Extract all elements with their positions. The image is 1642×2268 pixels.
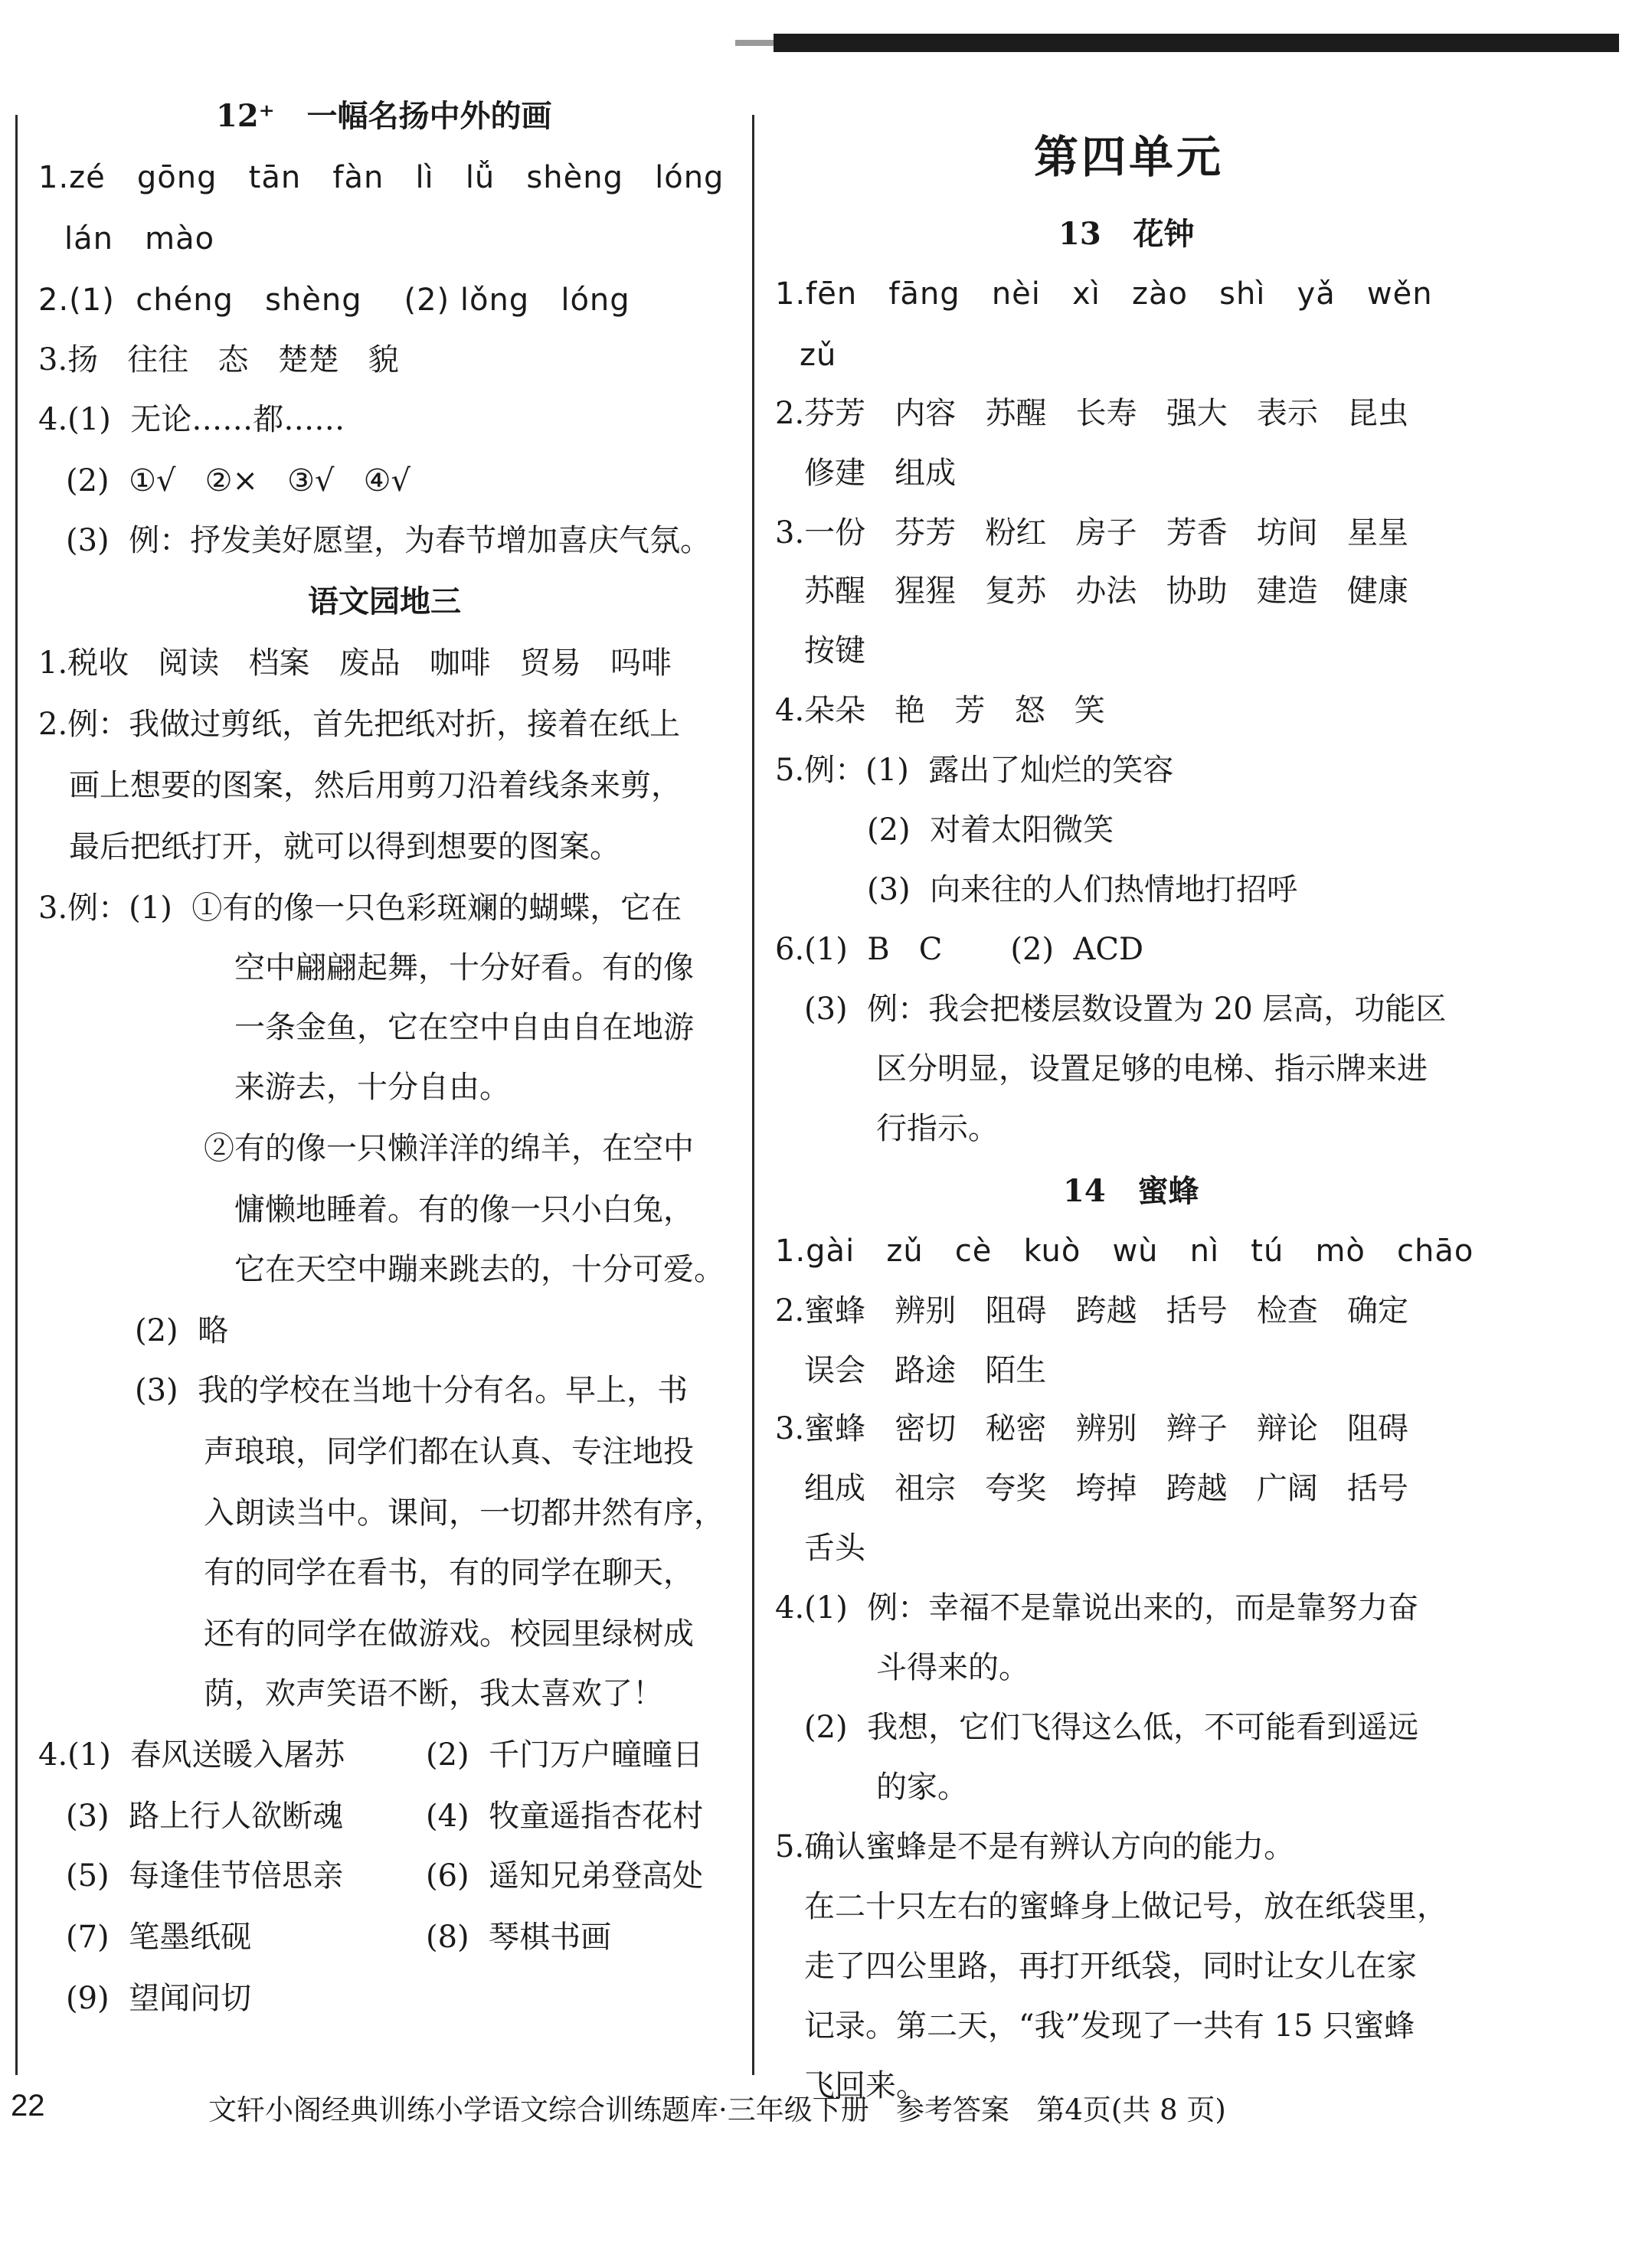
right-line: 修建 组成	[804, 456, 957, 491]
right-line: 飞回来。	[804, 2068, 927, 2103]
left-line: 2.例：我做过剪纸，首先把纸对折，接着在纸上	[38, 707, 681, 742]
right-line: 舌头	[804, 1531, 865, 1566]
left-line: 空中翩翩起舞，十分好看。有的像	[234, 950, 694, 985]
right-line: 13 花钟	[1058, 216, 1195, 252]
right-line: (3) 向来往的人们热情地打招呼	[867, 872, 1298, 907]
right-line: (2) 我想，它们飞得这么低，不可能看到遥远	[804, 1710, 1419, 1745]
left-line: (9) 望闻问切	[66, 1981, 252, 2016]
right-line: zǔ	[800, 338, 837, 373]
right-line: 在二十只左右的蜜蜂身上做记号，放在纸袋里，	[804, 1889, 1447, 1924]
left-line: 声琅琅，同学们都在认真、专注地投	[204, 1434, 694, 1469]
right-line: 5.例：(1) 露出了灿烂的笑容	[775, 753, 1174, 788]
right-line: 区分明显，设置足够的电梯、指示牌来进	[876, 1051, 1428, 1087]
left-line: 12⁺ 一幅名扬中外的画	[216, 98, 552, 134]
left-line: (8) 琴棋书画	[426, 1920, 612, 1955]
left-line: (2) ①√ ②× ③√ ④√	[66, 463, 410, 498]
left-margin-rule	[15, 115, 18, 2075]
left-line: (2) 千门万户曈曈日	[426, 1737, 704, 1773]
right-line: 误会 路途 陌生	[804, 1353, 1047, 1388]
right-line: 6.(1) B C (2) ACD	[775, 932, 1144, 967]
header-rule	[774, 34, 1619, 52]
right-line: 组成 祖宗 夸奖 垮掉 跨越 广阔 括号	[804, 1471, 1408, 1506]
right-line: 2.芬芳 内容 苏醒 长寿 强大 表示 昆虫	[775, 396, 1409, 431]
left-line: 1.税收 阅读 档案 废品 咖啡 贸易 吗啡	[38, 645, 672, 681]
left-line: (6) 遥知兄弟登高处	[426, 1858, 704, 1894]
left-line: (7) 笔墨纸砚	[66, 1920, 252, 1955]
right-line: 1.fēn fāng nèi xì zào shì yǎ wěn	[775, 276, 1433, 312]
left-line: (3) 路上行人欲断魂	[66, 1799, 344, 1834]
left-line: 有的同学在看书，有的同学在聊天，	[204, 1555, 694, 1590]
right-line: 记录。第二天，“我”发现了一共有 15 只蜜蜂	[804, 2008, 1415, 2044]
left-line: 3.扬 往往 态 楚楚 貌	[38, 342, 399, 377]
left-line: 3.例：(1) ①有的像一只色彩斑斓的蝴蝶，它在	[38, 891, 682, 926]
left-line: (5) 每逢佳节倍思亲	[66, 1858, 344, 1894]
left-line: 一条金鱼，它在空中自由自在地游	[234, 1010, 694, 1045]
right-line: 按键	[804, 633, 865, 668]
left-line: 1.zé gōng tān fàn lì lǚ shèng lóng	[38, 160, 725, 195]
left-line: 语文园地三	[308, 583, 461, 619]
right-line: 3.一份 芬芳 粉红 房子 芳香 坊间 星星	[775, 515, 1409, 551]
left-line: (2) 略	[135, 1313, 229, 1348]
left-line: 2.(1) chéng shèng (2) lǒng lóng	[38, 283, 630, 318]
right-line: 3.蜜蜂 密切 秘密 辨别 辫子 辩论 阻碍	[775, 1411, 1409, 1446]
right-line: (2) 对着太阳微笑	[867, 812, 1114, 848]
right-line: 的家。	[876, 1770, 968, 1805]
right-line: 苏醒 猩猩 复苏 办法 协助 建造 健康	[804, 574, 1408, 609]
footer-text: 文轩小阁经典训练小学语文综合训练题库·三年级下册 参考答案 第4页(共 8 页)	[208, 2093, 1226, 2126]
page-number: 22	[11, 2089, 45, 2123]
left-line: (3) 例：抒发美好愿望，为春节增加喜庆气氛。	[66, 523, 711, 558]
left-line: 入朗读当中。课间，一切都井然有序，	[204, 1495, 725, 1531]
left-line: (4) 牧童遥指杏花村	[426, 1799, 704, 1834]
left-line: 4.(1) 春风送暖入屠苏	[38, 1737, 345, 1773]
right-line: (3) 例：我会把楼层数设置为 20 层高，功能区	[804, 992, 1447, 1027]
left-line: (3) 我的学校在当地十分有名。早上，书	[135, 1373, 689, 1408]
left-line: 它在天空中蹦来跳去的，十分可爱。	[234, 1252, 725, 1287]
left-line: 慵懒地睡着。有的像一只小白兔，	[234, 1192, 694, 1227]
left-line: 画上想要的图案，然后用剪刀沿着线条来剪，	[69, 768, 682, 803]
left-line: 最后把纸打开，就可以得到想要的图案。	[69, 829, 620, 864]
right-line: 4.(1) 例：幸福不是靠说出来的，而是靠努力奋	[775, 1590, 1419, 1626]
left-line: 还有的同学在做游戏。校园里绿树成	[204, 1616, 694, 1652]
column-divider	[752, 115, 754, 2075]
left-line: 4.(1) 无论……都……	[38, 402, 345, 437]
left-line: ②有的像一只懒洋洋的绵羊，在空中	[204, 1131, 694, 1166]
right-line: 走了四公里路，再打开纸袋，同时让女儿在家	[804, 1949, 1417, 1984]
right-line: 斗得来的。	[876, 1650, 1029, 1685]
left-line: 荫，欢声笑语不断，我太喜欢了！	[204, 1676, 663, 1711]
left-line: 来游去，十分自由。	[234, 1070, 510, 1105]
right-line: 5.确认蜜蜂是不是有辨认方向的能力。	[775, 1829, 1295, 1864]
left-line: lán mào	[64, 221, 215, 257]
right-line: 行指示。	[876, 1111, 999, 1146]
right-line: 2.蜜蜂 辨别 阻碍 跨越 括号 检查 确定	[775, 1293, 1409, 1328]
right-line: 14 蜜蜂	[1063, 1173, 1199, 1209]
unit-title: 第四单元	[1034, 131, 1225, 183]
right-line: 4.朵朵 艳 芳 怒 笑	[775, 693, 1105, 728]
right-line: 1.gài zǔ cè kuò wù nì tú mò chāo	[775, 1234, 1474, 1269]
